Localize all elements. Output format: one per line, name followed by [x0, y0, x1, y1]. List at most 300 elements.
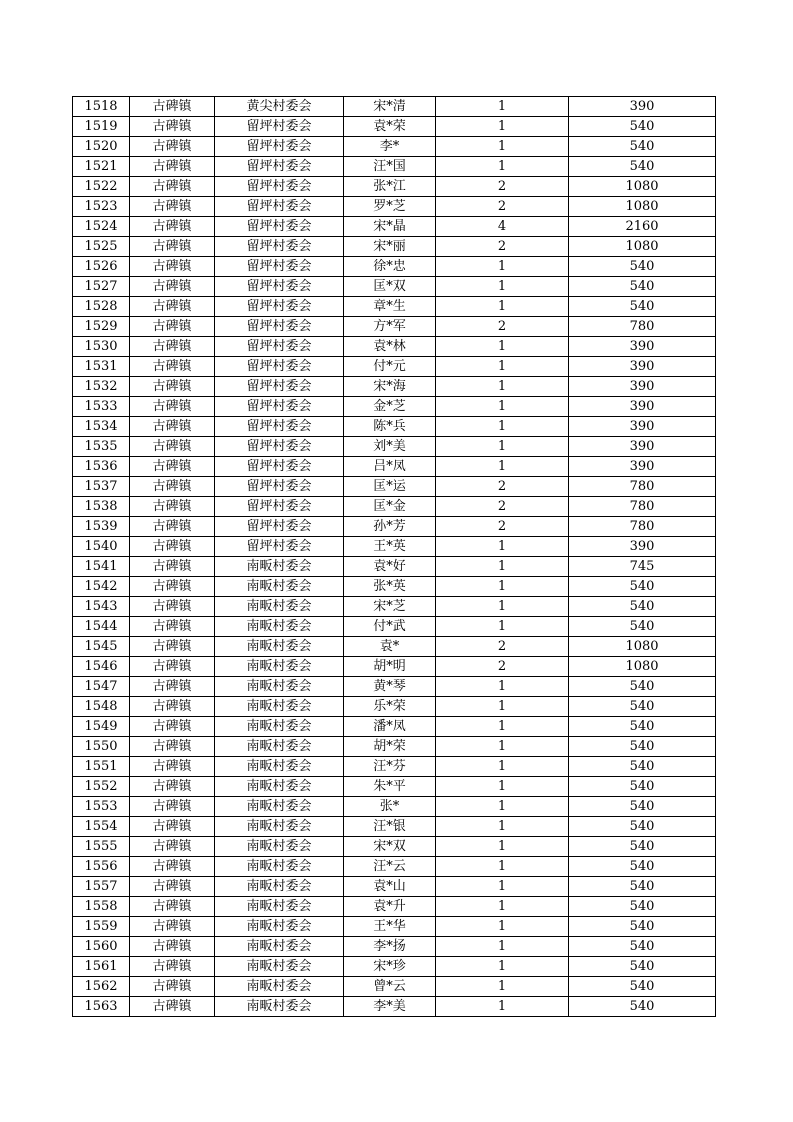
cell-town: 古碑镇: [130, 257, 215, 277]
cell-town: 古碑镇: [130, 177, 215, 197]
cell-town: 古碑镇: [130, 637, 215, 657]
cell-person-name: 宋*晶: [344, 217, 436, 237]
cell-village: 留坪村委会: [215, 217, 344, 237]
table-row: [73, 277, 716, 297]
cell-amount: 390: [569, 417, 716, 437]
cell-household-count: 1: [436, 417, 569, 437]
cell-village: 留坪村委会: [215, 117, 344, 137]
cell-serial-number: 1526: [73, 257, 130, 277]
cell-serial-number: 1561: [73, 957, 130, 977]
cell-person-name: 匡*双: [344, 277, 436, 297]
cell-village: 留坪村委会: [215, 537, 344, 557]
cell-amount: 540: [569, 837, 716, 857]
cell-town: 古碑镇: [130, 457, 215, 477]
cell-household-count: 1: [436, 817, 569, 837]
table-row: [73, 97, 716, 117]
cell-person-name: 乐*荣: [344, 697, 436, 717]
cell-village: 南畈村委会: [215, 857, 344, 877]
cell-village: 南畈村委会: [215, 777, 344, 797]
table-row: [73, 997, 716, 1017]
cell-town: 古碑镇: [130, 397, 215, 417]
cell-household-count: 1: [436, 137, 569, 157]
table-row: [73, 537, 716, 557]
table-row: [73, 237, 716, 257]
cell-person-name: 袁*: [344, 637, 436, 657]
cell-person-name: 袁*升: [344, 897, 436, 917]
cell-serial-number: 1521: [73, 157, 130, 177]
cell-serial-number: 1532: [73, 377, 130, 397]
cell-village: 留坪村委会: [215, 137, 344, 157]
cell-household-count: 1: [436, 617, 569, 637]
cell-town: 古碑镇: [130, 677, 215, 697]
cell-town: 古碑镇: [130, 857, 215, 877]
cell-amount: 390: [569, 397, 716, 417]
cell-serial-number: 1538: [73, 497, 130, 517]
cell-village: 留坪村委会: [215, 497, 344, 517]
cell-person-name: 袁*荣: [344, 117, 436, 137]
cell-household-count: 1: [436, 337, 569, 357]
cell-person-name: 宋*珍: [344, 957, 436, 977]
table-row: [73, 637, 716, 657]
cell-amount: 540: [569, 897, 716, 917]
cell-town: 古碑镇: [130, 917, 215, 937]
cell-household-count: 1: [436, 557, 569, 577]
cell-village: 南畈村委会: [215, 837, 344, 857]
cell-village: 南畈村委会: [215, 637, 344, 657]
cell-amount: 540: [569, 717, 716, 737]
table-row: [73, 937, 716, 957]
table-row: [73, 357, 716, 377]
cell-amount: 780: [569, 317, 716, 337]
cell-household-count: 1: [436, 997, 569, 1017]
cell-serial-number: 1555: [73, 837, 130, 857]
cell-household-count: 2: [436, 517, 569, 537]
cell-town: 古碑镇: [130, 157, 215, 177]
cell-household-count: 1: [436, 597, 569, 617]
cell-household-count: 1: [436, 537, 569, 557]
cell-serial-number: 1543: [73, 597, 130, 617]
cell-amount: 540: [569, 857, 716, 877]
cell-person-name: 黄*琴: [344, 677, 436, 697]
cell-person-name: 汪*芬: [344, 757, 436, 777]
cell-serial-number: 1541: [73, 557, 130, 577]
cell-serial-number: 1523: [73, 197, 130, 217]
cell-town: 古碑镇: [130, 957, 215, 977]
table-row: [73, 717, 716, 737]
cell-village: 南畈村委会: [215, 817, 344, 837]
cell-village: 留坪村委会: [215, 277, 344, 297]
cell-town: 古碑镇: [130, 877, 215, 897]
table-row: [73, 497, 716, 517]
cell-amount: 780: [569, 497, 716, 517]
cell-serial-number: 1518: [73, 97, 130, 117]
cell-village: 南畈村委会: [215, 917, 344, 937]
cell-town: 古碑镇: [130, 717, 215, 737]
cell-serial-number: 1540: [73, 537, 130, 557]
cell-serial-number: 1534: [73, 417, 130, 437]
cell-amount: 540: [569, 877, 716, 897]
cell-person-name: 胡*荣: [344, 737, 436, 757]
cell-serial-number: 1546: [73, 657, 130, 677]
cell-household-count: 2: [436, 197, 569, 217]
cell-person-name: 王*华: [344, 917, 436, 937]
cell-household-count: 1: [436, 857, 569, 877]
cell-amount: 2160: [569, 217, 716, 237]
cell-serial-number: 1559: [73, 917, 130, 937]
cell-amount: 780: [569, 517, 716, 537]
cell-person-name: 朱*平: [344, 777, 436, 797]
cell-person-name: 李*: [344, 137, 436, 157]
cell-amount: 390: [569, 437, 716, 457]
table-row: [73, 217, 716, 237]
cell-amount: 540: [569, 737, 716, 757]
cell-village: 留坪村委会: [215, 337, 344, 357]
cell-serial-number: 1539: [73, 517, 130, 537]
table-row: [73, 377, 716, 397]
cell-household-count: 1: [436, 777, 569, 797]
cell-town: 古碑镇: [130, 317, 215, 337]
cell-amount: 540: [569, 957, 716, 977]
cell-person-name: 陈*兵: [344, 417, 436, 437]
table-row: [73, 457, 716, 477]
table-row: [73, 257, 716, 277]
cell-town: 古碑镇: [130, 437, 215, 457]
cell-serial-number: 1528: [73, 297, 130, 317]
cell-person-name: 袁*山: [344, 877, 436, 897]
cell-village: 南畈村委会: [215, 937, 344, 957]
cell-village: 南畈村委会: [215, 657, 344, 677]
cell-amount: 540: [569, 937, 716, 957]
cell-household-count: 1: [436, 117, 569, 137]
cell-serial-number: 1556: [73, 857, 130, 877]
cell-town: 古碑镇: [130, 737, 215, 757]
cell-household-count: 1: [436, 297, 569, 317]
table-row: [73, 737, 716, 757]
table-row: [73, 317, 716, 337]
cell-person-name: 徐*忠: [344, 257, 436, 277]
cell-household-count: 1: [436, 677, 569, 697]
cell-town: 古碑镇: [130, 217, 215, 237]
table-row: [73, 577, 716, 597]
cell-amount: 540: [569, 677, 716, 697]
cell-village: 留坪村委会: [215, 397, 344, 417]
table-row: [73, 597, 716, 617]
cell-town: 古碑镇: [130, 337, 215, 357]
table-row: [73, 837, 716, 857]
cell-person-name: 胡*明: [344, 657, 436, 677]
cell-person-name: 刘*美: [344, 437, 436, 457]
cell-person-name: 袁*好: [344, 557, 436, 577]
cell-serial-number: 1545: [73, 637, 130, 657]
cell-person-name: 宋*芝: [344, 597, 436, 617]
cell-village: 留坪村委会: [215, 177, 344, 197]
cell-town: 古碑镇: [130, 797, 215, 817]
cell-serial-number: 1553: [73, 797, 130, 817]
table-body: [73, 97, 716, 1017]
cell-person-name: 李*美: [344, 997, 436, 1017]
table-row: [73, 677, 716, 697]
cell-town: 古碑镇: [130, 357, 215, 377]
cell-person-name: 王*英: [344, 537, 436, 557]
cell-person-name: 李*扬: [344, 937, 436, 957]
table-row: [73, 397, 716, 417]
table-row: [73, 757, 716, 777]
cell-village: 南畈村委会: [215, 957, 344, 977]
cell-serial-number: 1557: [73, 877, 130, 897]
cell-town: 古碑镇: [130, 237, 215, 257]
table-row: [73, 617, 716, 637]
cell-serial-number: 1547: [73, 677, 130, 697]
cell-household-count: 1: [436, 937, 569, 957]
cell-village: 黄尖村委会: [215, 97, 344, 117]
cell-household-count: 1: [436, 737, 569, 757]
cell-household-count: 1: [436, 797, 569, 817]
cell-serial-number: 1562: [73, 977, 130, 997]
cell-town: 古碑镇: [130, 497, 215, 517]
cell-serial-number: 1558: [73, 897, 130, 917]
cell-household-count: 1: [436, 357, 569, 377]
table-row: [73, 957, 716, 977]
cell-serial-number: 1537: [73, 477, 130, 497]
cell-household-count: 1: [436, 717, 569, 737]
cell-village: 留坪村委会: [215, 357, 344, 377]
cell-amount: 1080: [569, 657, 716, 677]
cell-village: 留坪村委会: [215, 297, 344, 317]
table-row: [73, 917, 716, 937]
cell-serial-number: 1554: [73, 817, 130, 837]
cell-amount: 540: [569, 297, 716, 317]
cell-town: 古碑镇: [130, 97, 215, 117]
cell-person-name: 宋*清: [344, 97, 436, 117]
cell-household-count: 1: [436, 837, 569, 857]
cell-village: 南畈村委会: [215, 557, 344, 577]
cell-town: 古碑镇: [130, 597, 215, 617]
cell-serial-number: 1522: [73, 177, 130, 197]
cell-serial-number: 1535: [73, 437, 130, 457]
cell-household-count: 1: [436, 757, 569, 777]
cell-town: 古碑镇: [130, 557, 215, 577]
cell-village: 南畈村委会: [215, 737, 344, 757]
cell-household-count: 1: [436, 97, 569, 117]
cell-amount: 540: [569, 757, 716, 777]
cell-household-count: 1: [436, 277, 569, 297]
cell-serial-number: 1548: [73, 697, 130, 717]
cell-serial-number: 1552: [73, 777, 130, 797]
cell-person-name: 汪*国: [344, 157, 436, 177]
cell-person-name: 宋*双: [344, 837, 436, 857]
cell-amount: 390: [569, 357, 716, 377]
cell-amount: 540: [569, 817, 716, 837]
cell-person-name: 付*武: [344, 617, 436, 637]
cell-village: 留坪村委会: [215, 197, 344, 217]
cell-household-count: 2: [436, 477, 569, 497]
table-row: [73, 417, 716, 437]
table-row: [73, 697, 716, 717]
cell-amount: 780: [569, 477, 716, 497]
cell-amount: 1080: [569, 177, 716, 197]
cell-town: 古碑镇: [130, 577, 215, 597]
cell-village: 南畈村委会: [215, 577, 344, 597]
cell-serial-number: 1530: [73, 337, 130, 357]
cell-town: 古碑镇: [130, 777, 215, 797]
cell-household-count: 4: [436, 217, 569, 237]
cell-amount: 1080: [569, 637, 716, 657]
table-row: [73, 437, 716, 457]
cell-household-count: 1: [436, 917, 569, 937]
cell-town: 古碑镇: [130, 977, 215, 997]
table-row: [73, 977, 716, 997]
table-row: [73, 297, 716, 317]
cell-amount: 540: [569, 277, 716, 297]
table-row: [73, 817, 716, 837]
cell-amount: 540: [569, 137, 716, 157]
cell-person-name: 金*芝: [344, 397, 436, 417]
cell-household-count: 2: [436, 497, 569, 517]
cell-town: 古碑镇: [130, 657, 215, 677]
cell-person-name: 汪*云: [344, 857, 436, 877]
data-table: [72, 96, 716, 1017]
cell-serial-number: 1527: [73, 277, 130, 297]
cell-amount: 540: [569, 577, 716, 597]
cell-person-name: 匡*运: [344, 477, 436, 497]
cell-serial-number: 1536: [73, 457, 130, 477]
cell-serial-number: 1525: [73, 237, 130, 257]
cell-person-name: 宋*丽: [344, 237, 436, 257]
cell-village: 南畈村委会: [215, 997, 344, 1017]
cell-person-name: 孙*芳: [344, 517, 436, 537]
cell-household-count: 2: [436, 317, 569, 337]
cell-amount: 540: [569, 257, 716, 277]
table-row: [73, 337, 716, 357]
cell-amount: 1080: [569, 237, 716, 257]
cell-town: 古碑镇: [130, 837, 215, 857]
cell-village: 南畈村委会: [215, 877, 344, 897]
cell-person-name: 曾*云: [344, 977, 436, 997]
cell-person-name: 汪*银: [344, 817, 436, 837]
cell-town: 古碑镇: [130, 477, 215, 497]
cell-town: 古碑镇: [130, 757, 215, 777]
cell-household-count: 1: [436, 897, 569, 917]
cell-person-name: 张*江: [344, 177, 436, 197]
cell-amount: 390: [569, 97, 716, 117]
cell-serial-number: 1549: [73, 717, 130, 737]
cell-amount: 540: [569, 617, 716, 637]
cell-amount: 1080: [569, 197, 716, 217]
cell-person-name: 张*: [344, 797, 436, 817]
cell-household-count: 1: [436, 457, 569, 477]
cell-serial-number: 1550: [73, 737, 130, 757]
table-row: [73, 197, 716, 217]
cell-town: 古碑镇: [130, 377, 215, 397]
cell-village: 留坪村委会: [215, 477, 344, 497]
table-row: [73, 477, 716, 497]
cell-village: 留坪村委会: [215, 457, 344, 477]
cell-amount: 540: [569, 697, 716, 717]
cell-town: 古碑镇: [130, 297, 215, 317]
cell-town: 古碑镇: [130, 277, 215, 297]
cell-town: 古碑镇: [130, 897, 215, 917]
cell-village: 留坪村委会: [215, 257, 344, 277]
table-row: [73, 177, 716, 197]
cell-household-count: 2: [436, 637, 569, 657]
cell-village: 南畈村委会: [215, 597, 344, 617]
cell-village: 南畈村委会: [215, 797, 344, 817]
cell-person-name: 章*生: [344, 297, 436, 317]
cell-serial-number: 1524: [73, 217, 130, 237]
cell-serial-number: 1551: [73, 757, 130, 777]
cell-village: 南畈村委会: [215, 977, 344, 997]
cell-village: 南畈村委会: [215, 697, 344, 717]
cell-person-name: 匡*金: [344, 497, 436, 517]
cell-amount: 540: [569, 777, 716, 797]
table-row: [73, 517, 716, 537]
cell-person-name: 潘*凤: [344, 717, 436, 737]
cell-serial-number: 1519: [73, 117, 130, 137]
cell-household-count: 1: [436, 877, 569, 897]
cell-town: 古碑镇: [130, 537, 215, 557]
cell-household-count: 1: [436, 697, 569, 717]
table-row: [73, 897, 716, 917]
cell-town: 古碑镇: [130, 417, 215, 437]
cell-serial-number: 1563: [73, 997, 130, 1017]
cell-person-name: 袁*林: [344, 337, 436, 357]
cell-person-name: 吕*凤: [344, 457, 436, 477]
cell-village: 留坪村委会: [215, 157, 344, 177]
cell-town: 古碑镇: [130, 137, 215, 157]
cell-village: 南畈村委会: [215, 717, 344, 737]
table-row: [73, 777, 716, 797]
cell-household-count: 1: [436, 577, 569, 597]
table-row: [73, 117, 716, 137]
cell-town: 古碑镇: [130, 117, 215, 137]
cell-town: 古碑镇: [130, 697, 215, 717]
cell-household-count: 1: [436, 257, 569, 277]
cell-serial-number: 1533: [73, 397, 130, 417]
cell-serial-number: 1544: [73, 617, 130, 637]
cell-village: 南畈村委会: [215, 677, 344, 697]
cell-village: 留坪村委会: [215, 237, 344, 257]
cell-household-count: 1: [436, 377, 569, 397]
cell-household-count: 1: [436, 977, 569, 997]
cell-village: 留坪村委会: [215, 317, 344, 337]
cell-amount: 540: [569, 117, 716, 137]
cell-serial-number: 1542: [73, 577, 130, 597]
cell-amount: 390: [569, 377, 716, 397]
cell-town: 古碑镇: [130, 197, 215, 217]
cell-serial-number: 1520: [73, 137, 130, 157]
cell-person-name: 宋*海: [344, 377, 436, 397]
cell-household-count: 1: [436, 957, 569, 977]
cell-serial-number: 1529: [73, 317, 130, 337]
table-row: [73, 157, 716, 177]
cell-town: 古碑镇: [130, 997, 215, 1017]
cell-amount: 745: [569, 557, 716, 577]
cell-town: 古碑镇: [130, 817, 215, 837]
cell-town: 古碑镇: [130, 617, 215, 637]
cell-person-name: 张*英: [344, 577, 436, 597]
cell-amount: 540: [569, 157, 716, 177]
table-row: [73, 557, 716, 577]
cell-town: 古碑镇: [130, 517, 215, 537]
cell-household-count: 1: [436, 157, 569, 177]
cell-amount: 540: [569, 997, 716, 1017]
cell-village: 留坪村委会: [215, 377, 344, 397]
cell-household-count: 2: [436, 237, 569, 257]
table-row: [73, 657, 716, 677]
cell-serial-number: 1560: [73, 937, 130, 957]
cell-household-count: 2: [436, 177, 569, 197]
cell-person-name: 方*军: [344, 317, 436, 337]
